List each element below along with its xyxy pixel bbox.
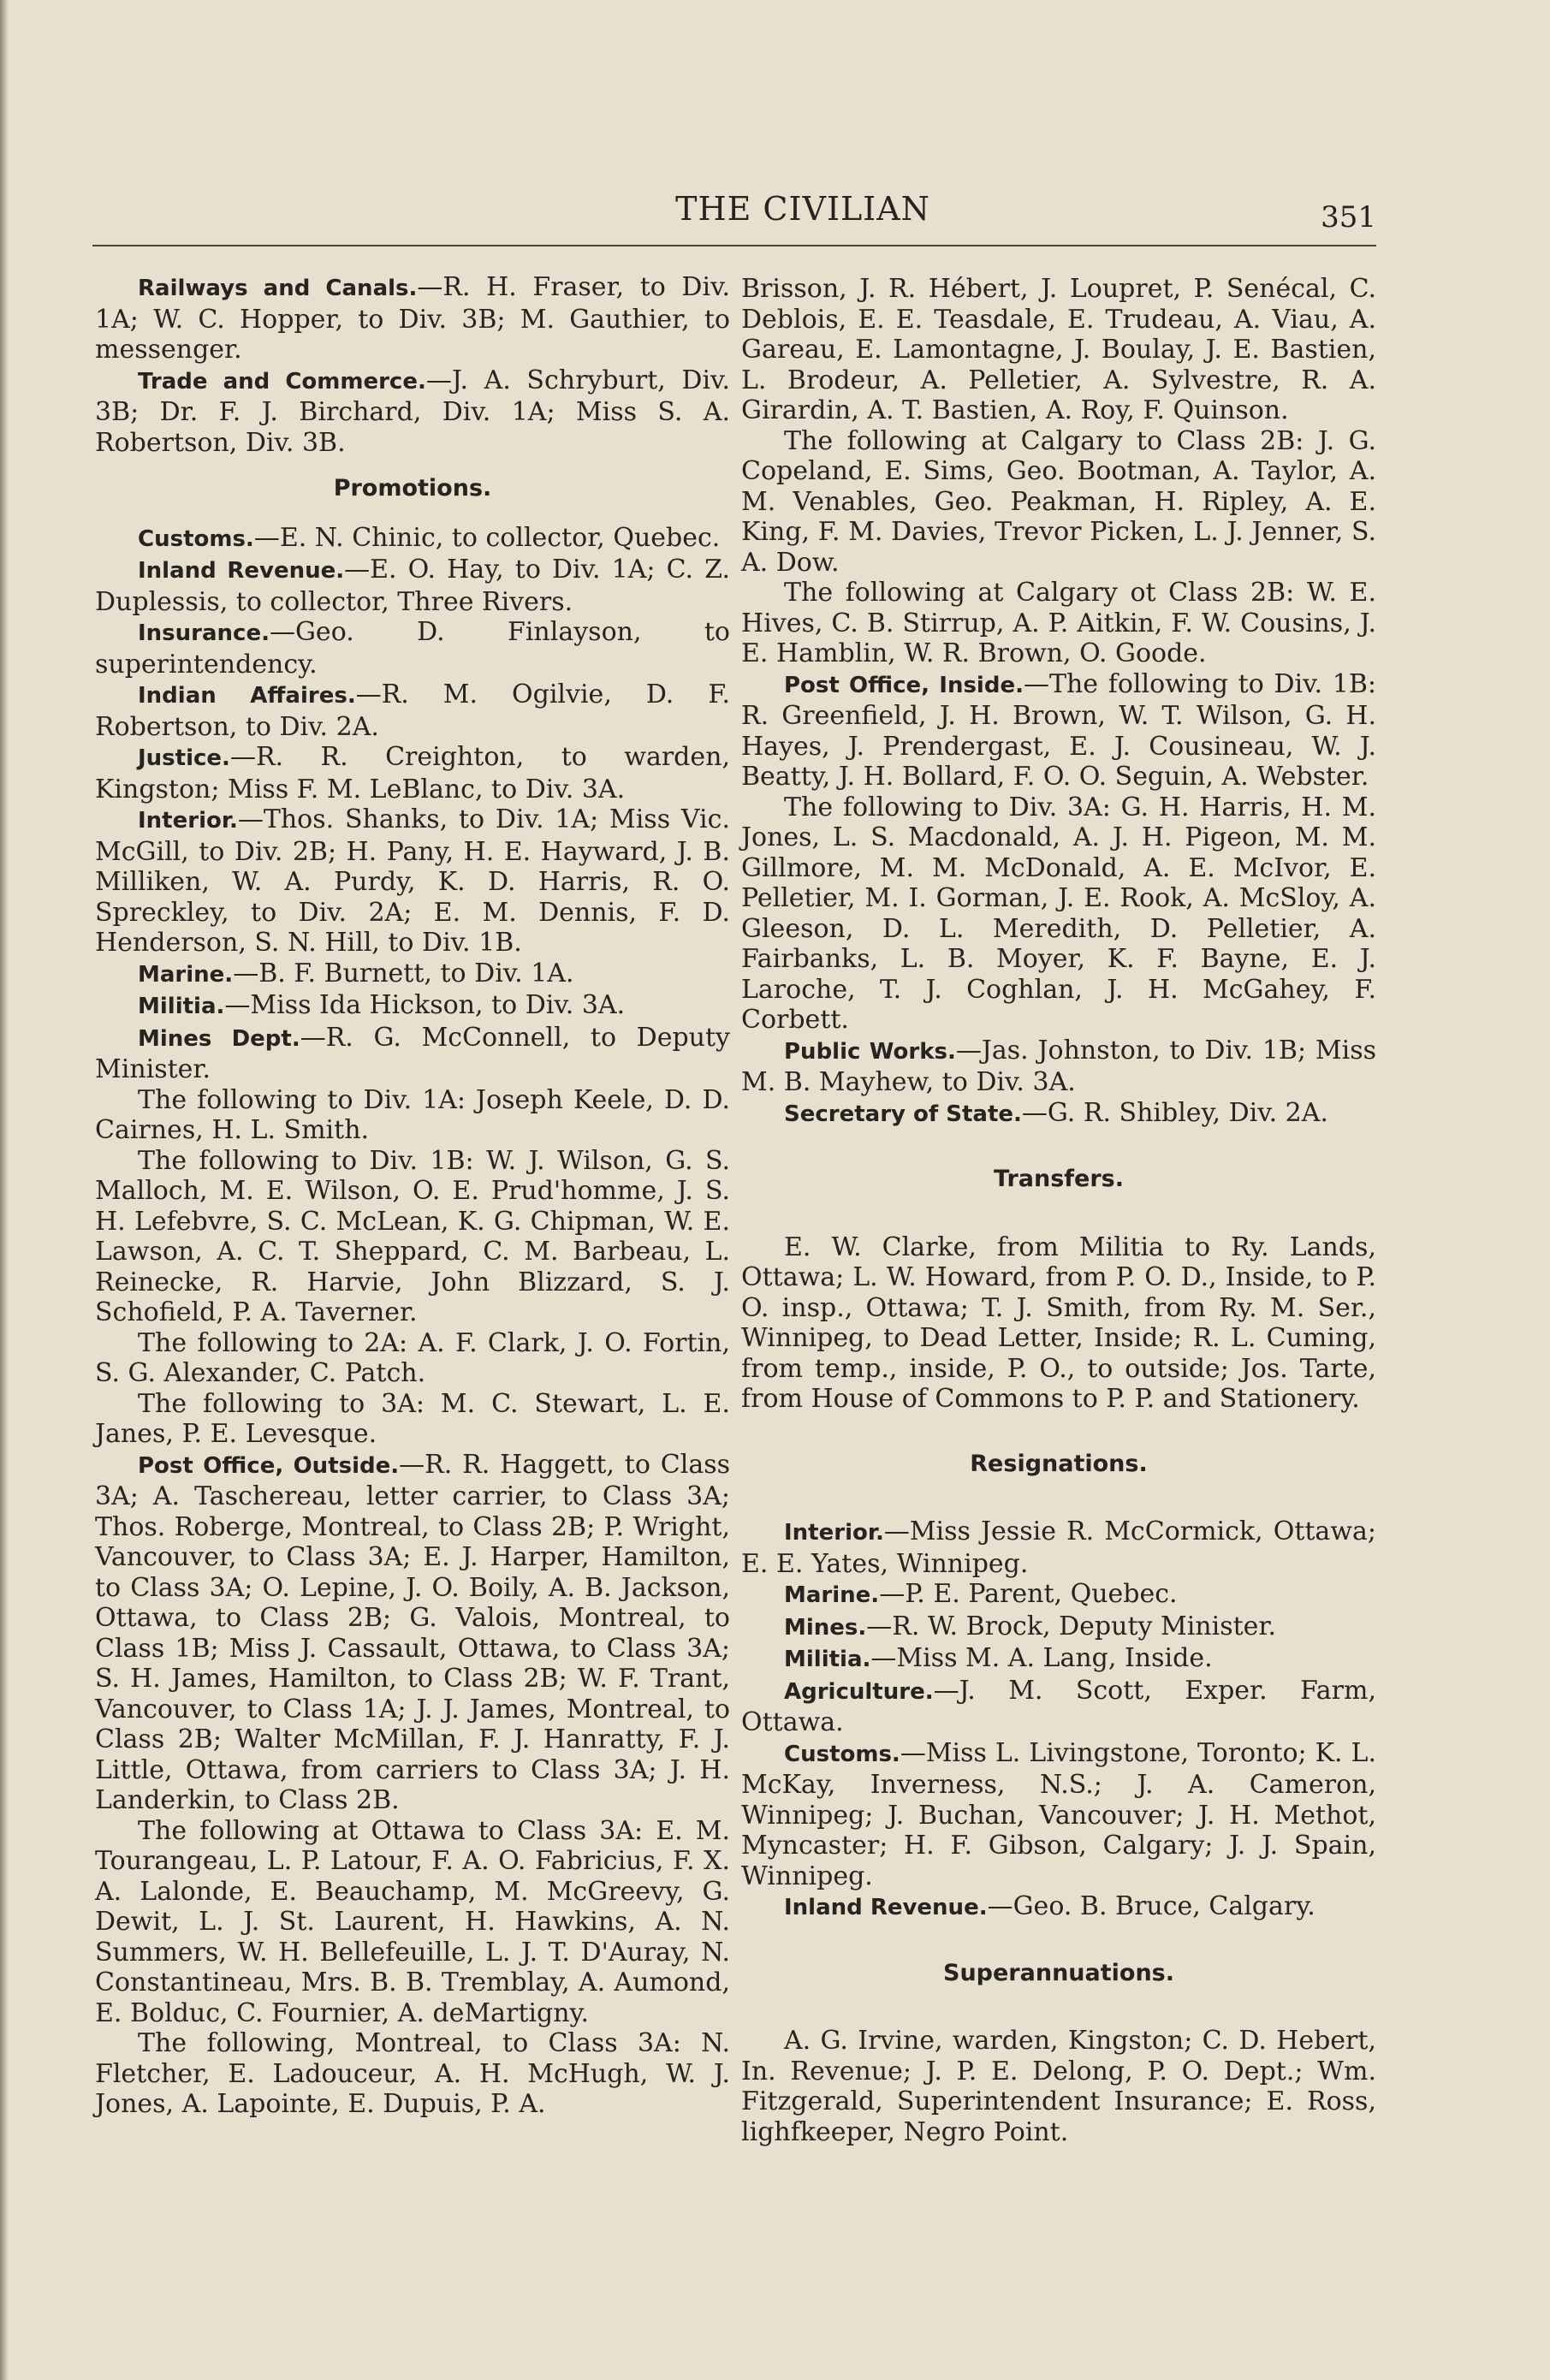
entry-paragraph [95,2028,730,2120]
entry-paragraph [95,365,730,459]
department-heading: Marine. [138,961,234,988]
entry-text: —J. A. Schryburt, Div. 3B; Dr. F. J. Birchard, Div. 1A; Miss S. A. Robertson, Div. 3B. [95,365,730,458]
entry-paragraph [741,1516,1376,1579]
entry-paragraph [741,1738,1376,1892]
department-heading: Agriculture. [784,1678,934,1705]
entry-text: The following, Montreal, to Class 3A: N. Fletcher, E. Ladouceur, A. H. McHugh, W. J. Jones, A. Lapointe, E. Dupuis, P. A. [95,2028,730,2119]
entry-paragraph [95,617,730,680]
entry-text: —E. O. Hay, to Div. 1A; C. Z. Duplessis, to collector, Three Rivers. [95,555,730,617]
department-heading: Militia. [138,994,225,1019]
entry-text: —Thos. Shanks, to Div. 1A; Miss Vic. McGill, to Div. 2B; H. Pany, H. E. Hayward, J. B. Milliken, W. A. Purdy, K. D. Harris, R. O. Spreckley, to Div. 2A; E. M. Dennis, F. D. Henderson, S. N. Hill, to Div. 1B. [95,804,730,958]
department-heading: Railways and Canals. [138,276,418,301]
section-heading: Superannuations. [943,1959,1174,1986]
entry-paragraph [95,555,730,617]
entry-text: —R. R. Creighton, to warden, Kingston; Miss F. M. LeBlanc, to Div. 3A. [95,742,730,804]
department-heading: Post Office, Outside. [138,1452,400,1479]
department-heading: Mines Dept. [138,1025,300,1052]
department-heading: Public Works. [784,1038,956,1065]
section-heading: Transfers. [994,1166,1124,1192]
entry-paragraph [741,578,1376,669]
department-heading: Justice. [138,745,230,771]
entry-text: —R. M. Ogilvie, D. F. Robertson, to Div. 2A. [95,680,730,742]
entry-text: —G. R. Shibley, Div. 2A. [1021,1097,1328,1128]
entry-paragraph [741,1579,1376,1611]
entry-text: —Miss Ida Hickson, to Div. 3A. [224,990,626,1020]
entry-text: E. W. Clarke, from Militia to Ry. Lands, Ottawa; L. W. Howard, from P. O. D., Inside, to P. O. insp., Ottawa; T. J. Smith, from Ry. M. Ser., Winnipeg, to Dead Letter, Inside; R. L. Cuming, from temp., inside, P. O., to outside; Jos. Tarte, from House of Commons to P. P. and Stationery. [741,1232,1376,1414]
department-heading: Militia. [784,1647,871,1672]
section-heading: Resignations. [970,1450,1148,1477]
entry-text: —Geo. B. Bruce, Calgary. [987,1891,1315,1921]
entry-text: —Miss M. A. Lang, Inside. [870,1643,1213,1673]
department-heading: Secretary of State. [784,1101,1022,1127]
entry-text: —R. R. Haggett, to Class 3A; A. Taschereau, letter carrier, to Class 3A; Thos. Roberge, Montreal, to Class 2B; P. Wright, Vancouver, to Class 3A; E. J. Harper, Hamilton, to Class 3A; O. Lepine, J. O. Boily, A. B. Jackson, Ottawa, to Class 2B; G. Valois, Montreal, to Class 1B; Miss J. Cassault, Ottawa, to Class 3A; S. H. James, Hamilton, to Class 2B; W. F. Trant, Vancouver, to Class 1A; J. J. James, Montreal, to Class 2B; Walter McMillan, F. J. Hanratty, F. J. Little, Ottawa, from carriers to Class 3A; J. H. Landerkin, to Class 2B. [95,1449,731,1815]
entry-text: —P. E. Parent, Quebec. [879,1579,1178,1609]
entry-paragraph [741,1891,1376,1924]
entry-paragraph [95,1328,730,1389]
entry-text: —R. G. McConnell, to Deputy Minister. [95,1022,731,1084]
entry-text: Brisson, J. R. Hébert, J. Loupret, P. Senécal, C. Deblois, E. E. Teasdale, E. Trudeau, A. Viau, A. Gareau, E. Lamontagne, J. Boulay, J. E. Bastien, L. Brodeur, A. Pelletier, A. Sylvestre, R. A. Girardin, A. T. Bastien, A. Roy, F. Quinson. [741,274,1376,425]
entry-text: —Miss L. Livingstone, Toronto; K. L. McKay, Inverness, N.S.; J. A. Cameron, Winnipeg; J. Buchan, Vancouver; J. H. Methot, Myncaster; H. F. Gibson, Calgary; J. J. Spain, Winnipeg. [741,1737,1376,1891]
department-heading: Customs. [138,525,254,552]
right-column [741,274,1376,2147]
entry-paragraph [741,1611,1376,1644]
entry-paragraph [95,272,730,365]
entry-paragraph [741,1036,1376,1098]
entry-paragraph [95,1816,730,2029]
entry-paragraph [741,426,1376,579]
entry-text: The following at Calgary ot Class 2B: W. E. Hives, C. B. Stirrup, A. P. Aitkin, F. W. Cousins, J. E. Hamblin, W. R. Brown, O. Goode. [741,578,1376,668]
entry-text: The following to 2A: A. F. Clark, J. O. Fortin, S. G. Alexander, C. Patch. [95,1327,730,1388]
entry-text: The following to Div. 1A: Joseph Keele, D. D. Cairnes, H. L. Smith. [95,1084,730,1145]
entry-paragraph [95,1085,730,1146]
header-rule [92,245,1376,246]
entry-paragraph [95,680,730,742]
journal-title: THE CIVILIAN [675,190,930,228]
left-column [95,272,730,2120]
entry-text: —E. N. Chinic, to collector, Quebec. [253,522,721,553]
entry-paragraph [95,804,730,959]
page-edge-shadow [0,0,9,2380]
entry-text: —B. F. Burnett, to Div. 1A. [233,958,574,988]
entry-text: A. G. Irvine, warden, Kingston; C. D. Hebert, In. Revenue; J. P. E. Delong, P. O. Dept.; Wm. Fitzgerald, Superintendent Insurance; E. Ross, lighfkeeper, Negro Point. [741,2026,1376,2147]
running-header [92,190,1376,241]
department-heading: Insurance. [138,620,270,646]
section-heading: Promotions. [333,475,492,502]
entry-text: —Jas. Johnston, to Div. 1B; Miss M. B. Mayhew, to Div. 3A. [741,1035,1376,1097]
entry-paragraph [95,742,730,804]
entry-paragraph [95,959,730,991]
entry-text: —Miss Jessie R. McCormick, Ottawa; E. E. Yates, Winnipeg. [741,1516,1376,1579]
entry-paragraph [95,1146,730,1328]
entry-text: The following at Calgary to Class 2B: J. G. Copeland, E. Sims, Geo. Bootman, A. Taylor, A. M. Venables, Geo. Peakman, H. Ripley, A. E. King, F. M. Davies, Trevor Picken, L. J. Jenner, S. A. Dow. [741,425,1376,578]
entry-paragraph [95,990,730,1023]
department-heading: Customs. [784,1741,900,1767]
entry-paragraph [95,1389,730,1450]
entry-paragraph [741,792,1376,1036]
department-heading: Inland Revenue. [784,1895,988,1920]
entry-paragraph [95,1450,730,1816]
department-heading: Trade and Commerce. [138,368,426,395]
entry-text: The following to 3A: M. C. Stewart, L. E. Janes, P. E. Levesque. [95,1388,730,1449]
department-heading: Inland Revenue. [138,558,345,584]
entry-text: —R. H. Fraser, to Div. 1A; W. C. Hopper, to Div. 3B; M. Gauthier, to messenger. [95,272,730,365]
department-heading: Post Office, Inside. [784,672,1024,698]
department-heading: Interior. [784,1520,884,1546]
entry-text: —J. M. Scott, Exper. Farm, Ottawa. [741,1675,1376,1737]
entry-paragraph [741,669,1376,792]
entry-paragraph [741,274,1376,426]
department-heading: Indian Affaires. [138,683,356,709]
entry-paragraph [95,523,730,555]
department-heading: Mines. [784,1614,867,1641]
entry-paragraph [95,1023,730,1085]
entry-text: —Geo. D. Finlayson, to superintendency. [95,617,730,680]
entry-text: —The following to Div. 1B: R. Greenfield, J. H. Brown, W. T. Wilson, G. H. Hayes, J. Prendergast, E. J. Cousineau, W. J. Beatty, J. H. Bollard, F. O. O. Seguin, A. Webster. [741,668,1376,792]
entry-paragraph [741,1232,1376,1415]
entry-text: The following at Ottawa to Class 3A: E. M. Tourangeau, L. P. Latour, F. A. O. Fabricius, F. X. A. Lalonde, E. Beauchamp, M. McGreevy, G. Dewit, L. J. St. Laurent, H. Hawkins, A. N. Summers, W. H. Bellefeuille, L. J. T. D'Auray, N. Constantineau, Mrs. B. B. Tremblay, A. Aumond, E. Bolduc, C. Fournier, A. deMartigny. [95,1815,730,2028]
department-heading: Marine. [784,1582,880,1608]
entry-paragraph [741,1643,1376,1676]
entry-paragraph [741,1676,1376,1738]
entry-text: —R. W. Brock, Deputy Minister. [866,1611,1276,1641]
department-heading: Interior. [138,808,238,834]
page-number: 351 [1321,200,1376,234]
entry-text: The following to Div. 3A: G. H. Harris, H. M. Jones, L. S. Macdonald, A. J. H. Pigeon, M. M. Gillmore, M. M. McDonald, A. E. McIvor, E. Pelletier, M. I. Gorman, J. E. Rook, A. McSloy, A. Gleeson, D. L. Meredith, D. Pelletier, A. Fairbanks, L. B. Moyer, K. F. Bayne, E. J. Laroche, T. J. Coghlan, J. H. McGahey, F. Corbett. [741,792,1376,1035]
entry-text: The following to Div. 1B: W. J. Wilson, G. S. Malloch, M. E. Wilson, O. E. Prud'homme, J. S. H. Lefebvre, S. C. McLean, K. G. Chipman, W. E. Lawson, A. C. T. Sheppard, C. M. Barbeau, L. Reinecke, R. Harvie, John Blizzard, S. J. Schofield, P. A. Taverner. [95,1145,730,1327]
entry-paragraph [741,1098,1376,1131]
entry-paragraph [741,2026,1376,2147]
